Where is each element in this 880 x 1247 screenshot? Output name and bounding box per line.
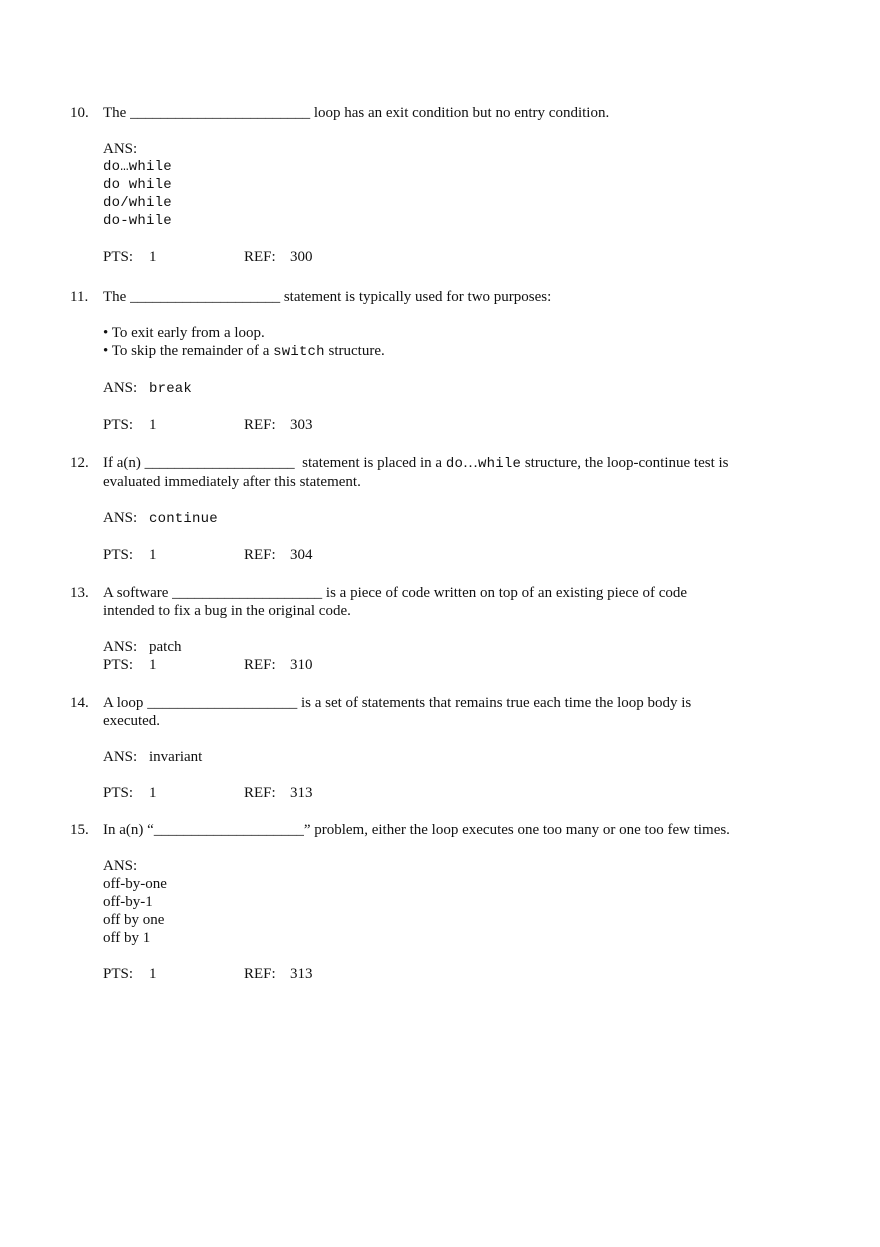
question-text: A software ____________________ is a piece of code written on top of an existing piece of code bbox=[103, 585, 688, 601]
pts-ref-row bbox=[103, 546, 790, 564]
pts-label: PTS: bbox=[103, 417, 134, 433]
answer-blank: ____________________ bbox=[147, 695, 298, 711]
pts-label: PTS: bbox=[103, 249, 134, 265]
pts-ref-row bbox=[103, 416, 790, 434]
question-13 bbox=[70, 584, 790, 674]
question-15 bbox=[70, 821, 790, 983]
pts-ref-row bbox=[103, 656, 790, 674]
pts-value: 1 bbox=[149, 657, 157, 673]
ref-label: REF: bbox=[244, 785, 276, 801]
answer-value: continue bbox=[149, 511, 218, 527]
answer-line bbox=[103, 748, 790, 766]
question-text: The ____________________ statement is typically used for two purposes: bbox=[103, 289, 552, 305]
pts-label: PTS: bbox=[103, 785, 134, 801]
pts-label: PTS: bbox=[103, 966, 134, 982]
answer-line bbox=[103, 638, 790, 656]
question-14 bbox=[70, 694, 790, 802]
ref-label: REF: bbox=[244, 657, 276, 673]
pts-value: 1 bbox=[149, 966, 157, 982]
pts-ref-row bbox=[103, 248, 790, 266]
ref-value: 304 bbox=[290, 547, 313, 563]
answer-option: do while bbox=[103, 177, 172, 193]
answer-option: off-by-1 bbox=[103, 894, 153, 910]
answer-blank: ____________________ bbox=[172, 585, 323, 601]
ref-value: 303 bbox=[290, 417, 313, 433]
question-text-cont: executed. bbox=[103, 713, 161, 729]
ref-label: REF: bbox=[244, 547, 276, 563]
answer-value: break bbox=[149, 381, 193, 397]
answer-option: off by 1 bbox=[103, 930, 151, 946]
question-text: If a(n) ____________________ statement is placed in a do…while structure, the loop-continue test is bbox=[103, 455, 729, 472]
question-number: 11. bbox=[70, 289, 89, 305]
answer-blank: ____________________ bbox=[153, 822, 304, 838]
pts-ref-row bbox=[103, 784, 790, 802]
question-text: The ________________________ loop has an exit condition but no entry condition. bbox=[103, 105, 610, 121]
question-text: In a(n) “____________________” problem, either the loop executes one too many or one too few times. bbox=[103, 822, 730, 838]
ans-label: ANS: bbox=[103, 749, 138, 765]
ref-label: REF: bbox=[244, 417, 276, 433]
answer-value: patch bbox=[149, 639, 182, 655]
ans-label: ANS: bbox=[103, 639, 138, 655]
ans-label: ANS: bbox=[103, 380, 138, 396]
answer-option: do/while bbox=[103, 195, 172, 211]
ref-value: 313 bbox=[290, 966, 313, 982]
answer-line bbox=[103, 509, 790, 528]
question-text-cont: intended to fix a bug in the original code. bbox=[103, 603, 351, 619]
question-text-cont: evaluated immediately after this statement. bbox=[103, 474, 361, 490]
pts-value: 1 bbox=[149, 417, 157, 433]
bullet-item: • To exit early from a loop. bbox=[103, 325, 265, 341]
pts-value: 1 bbox=[149, 785, 157, 801]
pts-value: 1 bbox=[149, 547, 157, 563]
question-10 bbox=[70, 104, 790, 266]
answer-line bbox=[103, 379, 790, 398]
answer-blank: ____________________ bbox=[130, 289, 281, 305]
ref-value: 313 bbox=[290, 785, 313, 801]
ref-label: REF: bbox=[244, 966, 276, 982]
ans-label: ANS: bbox=[103, 510, 138, 526]
answer-option: off-by-one bbox=[103, 876, 167, 892]
answer-blank: ____________________ bbox=[144, 455, 295, 471]
pts-ref-row bbox=[103, 965, 790, 983]
question-11 bbox=[70, 288, 790, 434]
answer-value: invariant bbox=[149, 749, 203, 765]
ans-label: ANS: bbox=[103, 141, 138, 157]
ref-value: 310 bbox=[290, 657, 313, 673]
question-number: 10. bbox=[70, 105, 89, 121]
bullet-item: • To skip the remainder of a switch structure. bbox=[103, 343, 385, 360]
question-number: 12. bbox=[70, 455, 89, 471]
answer-option: do-while bbox=[103, 213, 172, 229]
answer-blank: ________________________ bbox=[130, 105, 311, 121]
question-number: 13. bbox=[70, 585, 89, 601]
question-12 bbox=[70, 454, 790, 564]
ans-label: ANS: bbox=[103, 858, 138, 874]
answer-option: do…while bbox=[103, 159, 172, 175]
ref-label: REF: bbox=[244, 249, 276, 265]
pts-label: PTS: bbox=[103, 547, 134, 563]
question-number: 14. bbox=[70, 695, 89, 711]
question-number: 15. bbox=[70, 822, 89, 838]
question-text: A loop ____________________ is a set of statements that remains true each time the loop body is bbox=[103, 695, 692, 711]
ref-value: 300 bbox=[290, 249, 313, 265]
answer-option: off by one bbox=[103, 912, 165, 928]
pts-value: 1 bbox=[149, 249, 157, 265]
pts-label: PTS: bbox=[103, 657, 134, 673]
